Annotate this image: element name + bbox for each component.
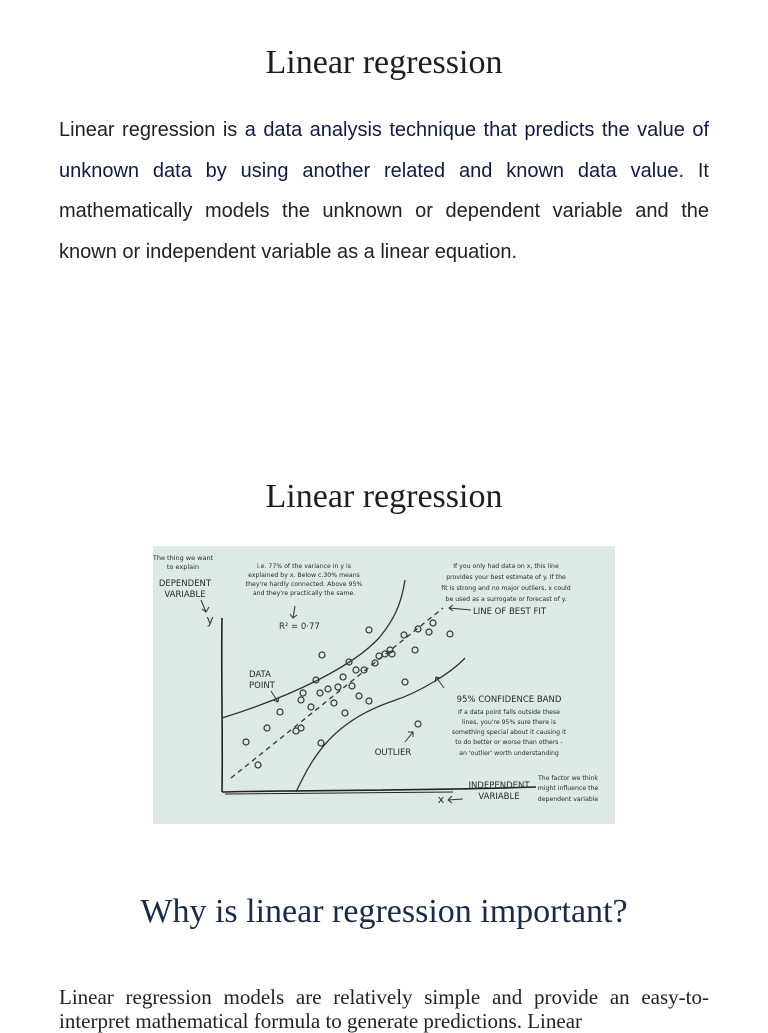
dep-note-2: to explain (166, 563, 200, 571)
y-axis-label: y (206, 613, 214, 627)
fit-note-2: provides your best estimate of y. If the (446, 574, 566, 581)
data-point (298, 697, 304, 703)
data-point (402, 679, 408, 685)
data-point (366, 627, 372, 633)
indep-note-2: might influence the (537, 785, 599, 792)
intro-plain-text: Linear regression is (59, 119, 245, 141)
data-point-label-2: POINT (249, 681, 275, 691)
outlier-arrow (405, 732, 413, 742)
dep-label-1: DEPENDENT (158, 579, 212, 589)
data-point-label-1: DATA (249, 670, 271, 680)
r2-note-2: explained by x. Below c.30% means (248, 572, 360, 579)
importance-paragraph: Linear regression models are relatively simple and provide an easy-to-interpret mathematical formula to generate predictions. Linear (59, 985, 709, 1033)
dep-note-1: The thing we want (153, 554, 214, 562)
intro-highlight-text: a data analysis technique that predicts the value of unknown data by using another related and known data value (59, 119, 709, 182)
conf-note-5: an 'outlier' worth understanding (459, 750, 559, 757)
r2-arrow (290, 606, 297, 618)
confidence-upper-curve (222, 580, 405, 718)
data-point (353, 667, 359, 673)
data-point (277, 709, 283, 715)
data-point (412, 647, 418, 653)
data-point (356, 693, 362, 699)
conf-note-1: If a data point falls outside these (458, 709, 560, 716)
data-point (342, 710, 348, 716)
r2-note-1: i.e. 77% of the variance in y is (257, 563, 351, 570)
data-point (264, 725, 270, 731)
data-point (243, 739, 249, 745)
data-point (319, 652, 325, 658)
data-point (325, 686, 331, 692)
r2-value: R² = 0·77 (279, 622, 320, 632)
data-point (401, 632, 407, 638)
data-point (255, 762, 261, 768)
data-point (430, 620, 436, 626)
data-point (340, 674, 346, 680)
y-axis (222, 618, 223, 792)
section-title-1: Linear regression (265, 44, 503, 81)
indep-arrow (448, 796, 463, 803)
data-point (317, 690, 323, 696)
fit-note-3: fit is strong and no major outliers, x could (441, 585, 571, 592)
conf-note-3: something special about it causing it (451, 729, 567, 736)
conf-note-2: lines, you're 95% sure there is (462, 719, 556, 726)
best-fit-label: LINE OF BEST FIT (473, 607, 547, 617)
conf-label: 95% CONFIDENCE BAND (456, 695, 562, 705)
dep-arrow (201, 600, 209, 612)
data-point (447, 631, 453, 637)
indep-note-1: The factor we think (538, 775, 598, 782)
fit-arrow (449, 605, 471, 611)
data-point (300, 690, 306, 696)
fit-note-4: be used as a surrogate or forecast of y. (445, 596, 567, 603)
x-axis-label: x (437, 793, 445, 806)
intro-rest-text: . It mathematically models the unknown or dependent variable and the known or independent variable as a linear equation. (59, 159, 709, 263)
intro-paragraph (59, 110, 709, 272)
data-point (426, 629, 432, 635)
data-points (243, 620, 453, 768)
regression-figure (153, 546, 615, 824)
regression-diagram (153, 546, 615, 824)
r2-note-4: and they're practically the same. (252, 590, 356, 597)
data-point (349, 683, 355, 689)
data-point (318, 740, 324, 746)
data-point (308, 704, 314, 710)
indep-label-1: INDEPENDENT (468, 781, 530, 791)
r2-note-3: they're hardly connected. Above 95% (245, 581, 363, 588)
data-point (376, 653, 382, 659)
conf-note-4: to do better or worse than others - (455, 739, 563, 746)
indep-note-3: dependent variable (537, 796, 599, 803)
section-title-2: Linear regression (265, 478, 503, 515)
outlier-label: OUTLIER (374, 748, 412, 758)
data-point (298, 725, 304, 731)
fit-note-1: If you only had data on x, this line (453, 563, 559, 570)
data-point (335, 684, 341, 690)
data-point (415, 721, 421, 727)
section-title-3: Why is linear regression important? (140, 893, 628, 930)
dep-label-2: VARIABLE (164, 590, 206, 600)
indep-label-2: VARIABLE (478, 792, 520, 802)
data-point (366, 698, 372, 704)
x-axis-base (225, 792, 453, 794)
data-point (331, 700, 337, 706)
